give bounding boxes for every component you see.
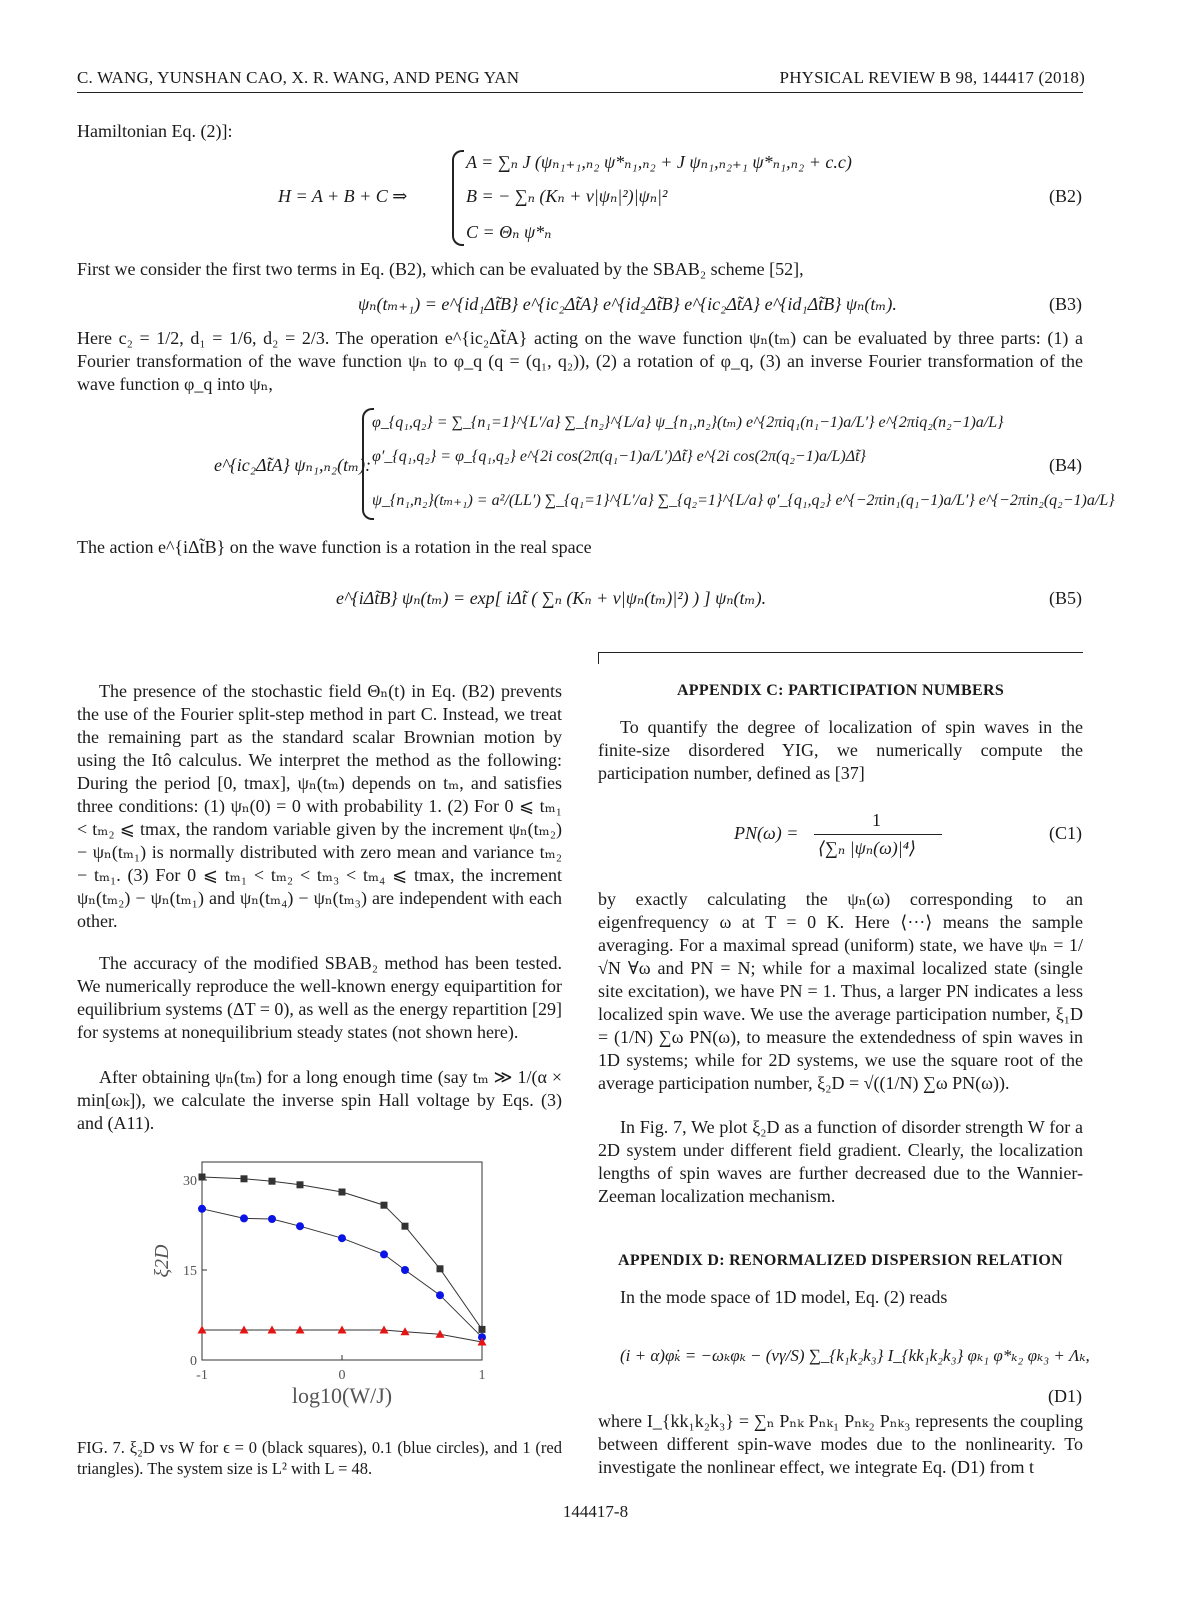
appendix-c-paragraph-1: To quantify the degree of localization of spin waves in the finite-size disordered YIG, we numerically compute the participation number, defined as [37] bbox=[598, 717, 1083, 783]
appendix-d-heading: APPENDIX D: RENORMALIZED DISPERSION RELATION bbox=[618, 1252, 1063, 1269]
y-tick-label: 15 bbox=[183, 1264, 197, 1279]
x-axis-label: log10(W/J) bbox=[291, 1383, 393, 1408]
eq-b4-line3: ψ_{n₁,n₂}(tₘ₊₁) = a²/(LL′) ∑_{q₁=1}^{L′/a} ∑_{q₂=1}^{L/a} φ′_{q₁,q₂} e^{−2πin₁(q₁−1)a/L′} e^{−2πin₂(q₂−1)a/L} bbox=[372, 492, 1115, 509]
header-rule bbox=[77, 92, 1083, 93]
blue-circle-marker bbox=[198, 1205, 206, 1213]
blue-circle-marker bbox=[436, 1291, 444, 1299]
black-square-marker bbox=[479, 1326, 486, 1333]
y-tick-label: 30 bbox=[183, 1174, 197, 1189]
blue-circle-marker bbox=[380, 1250, 388, 1258]
eq-b3-number: (B3) bbox=[1049, 294, 1082, 314]
blue-circle-marker bbox=[296, 1222, 304, 1230]
black-square-marker bbox=[199, 1174, 206, 1181]
eq-b2-lhs: H = A + B + C ⇒ bbox=[278, 186, 408, 206]
black-square-marker bbox=[269, 1178, 276, 1185]
eq-b4-line1: φ_{q₁,q₂} = ∑_{n₁=1}^{L′/a} ∑_{n₂}^{L/a} ψ_{n₁,n₂}(tₘ) e^{2πiq₁(n₁−1)a/L′} e^{2πiq₂(n₂−1)a/L} bbox=[372, 414, 1004, 431]
appendix-d-paragraph-1: In the mode space of 1D model, Eq. (2) reads bbox=[620, 1287, 948, 1307]
y-axis-label: ξ2D bbox=[151, 1244, 173, 1278]
eq-b5-number: (B5) bbox=[1049, 588, 1082, 608]
left-paragraph-1: The presence of the stochastic field Θₙ(t) in Eq. (B2) prevents the use of the Fourier split-step method in part C. Instead, we treat the remaining part as the standard scalar Brownian motion by using the Itô calculus. We interpret the method as the following: During the period [0, tmax], ψₙ(tₘ) depends on tₘ, and satisfies three conditions: (1) ψₙ(0) = 0 with probability 1. (2) For 0 ⩽ tₘ₁ < tₘ₂ ⩽ tmax, the random variable given by the increment ψₙ(tₘ₂) − ψₙ(tₘ₁) is normally distributed with zero mean and variance tₘ₂ − tₘ₁. (3) For 0 ⩽ tₘ₁ < tₘ₂ < tₘ₃ < tₘ₄ ⩽ tmax, the increment ψₙ(tₘ₂) − ψₙ(tₘ₁) and ψₙ(tₘ₄) − ψₙ(tₘ₃) are independent with each other. bbox=[77, 681, 562, 931]
column-rule-tick bbox=[598, 652, 599, 664]
eq-b2-line3: C = Θₙ ψ*ₙ bbox=[466, 222, 552, 242]
intro-text: Hamiltonian Eq. (2)]: bbox=[77, 121, 233, 141]
blue-circle-marker bbox=[401, 1266, 409, 1274]
eq-b4-number: (B4) bbox=[1049, 455, 1082, 475]
eq-c1-lhs: PN(ω) = bbox=[734, 823, 799, 843]
eq-b4-lhs: e^{ic₂Δt̃A} ψₙ₁,ₙ₂(tₘ): bbox=[214, 455, 372, 475]
eq-d1: (i + α)φ̇ₖ = −ωₖφₖ − (νγ/S) ∑_{k₁k₂k₃} I_{kk₁k₂k₃} φₖ₁ φ*ₖ₂ φₖ₃ + Λₖ, bbox=[620, 1346, 1090, 1365]
paragraph-operation: Here c₂ = 1/2, d₁ = 1/6, d₂ = 2/3. The operation e^{ic₂Δt̃A} acting on the wave function ψₙ(tₘ) can be evaluated by three parts: (1) a Fourier transformation of the wave function ψₙ to φ_q (q = (q₁, q₂)), (2) a rotation of φ_q, (3) an inverse Fourier transformation of the wave function φ_q into ψₙ, bbox=[77, 328, 1083, 394]
blue-circle-marker bbox=[240, 1214, 248, 1222]
blue-circle-marker bbox=[268, 1215, 276, 1223]
black-square-marker bbox=[437, 1265, 444, 1272]
black-square-marker bbox=[241, 1175, 248, 1182]
series-line-1 bbox=[202, 1209, 482, 1337]
running-header-authors: C. WANG, YUNSHAN CAO, X. R. WANG, AND PENG YAN bbox=[77, 68, 520, 87]
x-tick-label: -1 bbox=[196, 1368, 208, 1383]
eq-b2-line2: B = − ∑ₙ (Kₙ + ν|ψₙ|²)|ψₙ|² bbox=[466, 186, 668, 206]
appendix-c-heading: APPENDIX C: PARTICIPATION NUMBERS bbox=[676, 682, 1005, 699]
running-header-journal: PHYSICAL REVIEW B 98, 144417 (2018) bbox=[779, 68, 1085, 87]
black-square-marker bbox=[402, 1223, 409, 1230]
eq-c1-denominator: ⟨∑ₙ |ψₙ(ω)|⁴⟩ bbox=[818, 838, 916, 858]
eq-b2-number: (B2) bbox=[1049, 186, 1082, 206]
x-tick-label: 0 bbox=[338, 1368, 346, 1383]
blue-circle-marker bbox=[338, 1234, 346, 1242]
x-tick-label: 1 bbox=[478, 1368, 486, 1383]
eq-c1-fraction-bar bbox=[814, 834, 942, 835]
eq-c1-numerator: 1 bbox=[872, 810, 881, 830]
eq-b5: e^{iΔt̃B} ψₙ(tₘ) = exp[ iΔt̃ ( ∑ₙ (Kₙ + ν|ψₙ(tₘ)|²) ) ] ψₙ(tₘ). bbox=[336, 588, 767, 608]
left-paragraph-2: The accuracy of the modified SBAB₂ method has been tested. We numerically reproduce the well-known energy equipartition for equilibrium systems (ΔT = 0), as well as the energy repartition [29] for systems at nonequilibrium steady states (not shown here). bbox=[77, 953, 562, 1042]
column-rule bbox=[598, 652, 1083, 653]
appendix-d-paragraph-2: where I_{kk₁k₂k₃} = ∑ₙ Pₙₖ Pₙₖ₁ Pₙₖ₂ Pₙₖ₃ represents the coupling between different spin-wave modes due to the nonlinearity. To investigate the nonlinear effect, we integrate Eq. (D1) from t bbox=[598, 1411, 1083, 1477]
series-line-0 bbox=[202, 1177, 482, 1329]
appendix-c-paragraph-2: by exactly calculating the ψₙ(ω) corresponding to an eigenfrequency ω at T = 0 K. Here ⟨···⟩ means the sample averaging. For a maximal spread (uniform) state, we have ψₙ = 1/√N ∀ω and PN = N; while for a maximal localized state (single site excitation), we have PN = 1. Thus, a larger PN indicates a less localized spin wave. We use the average participation number, ξ₁D = (1/N) ∑ω PN(ω), to measure the extendedness of spin waves in 1D systems; while for 2D systems, we use the square root of the average participation number, ξ₂D = √((1/N) ∑ω PN(ω)). bbox=[598, 889, 1083, 1093]
eq-b2-line1: A = ∑ₙ J (ψₙ₁₊₁,ₙ₂ ψ*ₙ₁,ₙ₂ + J ψₙ₁,ₙ₂₊₁ ψ*ₙ₁,ₙ₂ + c.c) bbox=[466, 152, 852, 172]
black-square-marker bbox=[339, 1189, 346, 1196]
page-number: 144417-8 bbox=[562, 1502, 629, 1521]
appendix-c-paragraph-3: In Fig. 7, We plot ξ₂D as a function of disorder strength W for a 2D system under different field gradient. Clearly, the localization lengths of spin waves are further decreased due to the Wannier-Zeeman localization mechanism. bbox=[598, 1117, 1083, 1206]
left-paragraph-3: After obtaining ψₙ(tₘ) for a long enough time (say tₘ ≫ 1/(α × min[ωₖ]), we calculate the inverse spin Hall voltage by Eqs. (3) and (A11). bbox=[77, 1067, 562, 1133]
eq-d1-number: (D1) bbox=[1048, 1386, 1082, 1406]
eq-c1-number: (C1) bbox=[1049, 823, 1082, 843]
black-square-marker bbox=[297, 1181, 304, 1188]
eq-b2-brace bbox=[452, 150, 464, 246]
figure-7-caption: FIG. 7. ξ₂D vs W for ϵ = 0 (black squares), 0.1 (blue circles), and 1 (red triangles). The system size is L² with L = 48. bbox=[77, 1438, 562, 1478]
paragraph-rotation: The action e^{iΔt̃B} on the wave function is a rotation in the real space bbox=[77, 537, 592, 557]
eq-b3: ψₙ(tₘ₊₁) = e^{id₁Δt̃B} e^{ic₂Δt̃A} e^{id₂Δt̃B} e^{ic₂Δt̃A} e^{id₁Δt̃B} ψₙ(tₘ). bbox=[358, 294, 897, 314]
paragraph-sbab: First we consider the first two terms in Eq. (B2), which can be evaluated by the SBAB₂ scheme [52], bbox=[77, 259, 804, 279]
y-tick-label: 0 bbox=[190, 1354, 197, 1369]
black-square-marker bbox=[381, 1202, 388, 1209]
eq-b4-line2: φ′_{q₁,q₂} = φ_{q₁,q₂} e^{2i cos(2π(q₁−1)a/L′)Δt̃} e^{2i cos(2π(q₂−1)a/L)Δt̃} bbox=[372, 448, 866, 465]
figure-7-chart bbox=[140, 1155, 500, 1425]
